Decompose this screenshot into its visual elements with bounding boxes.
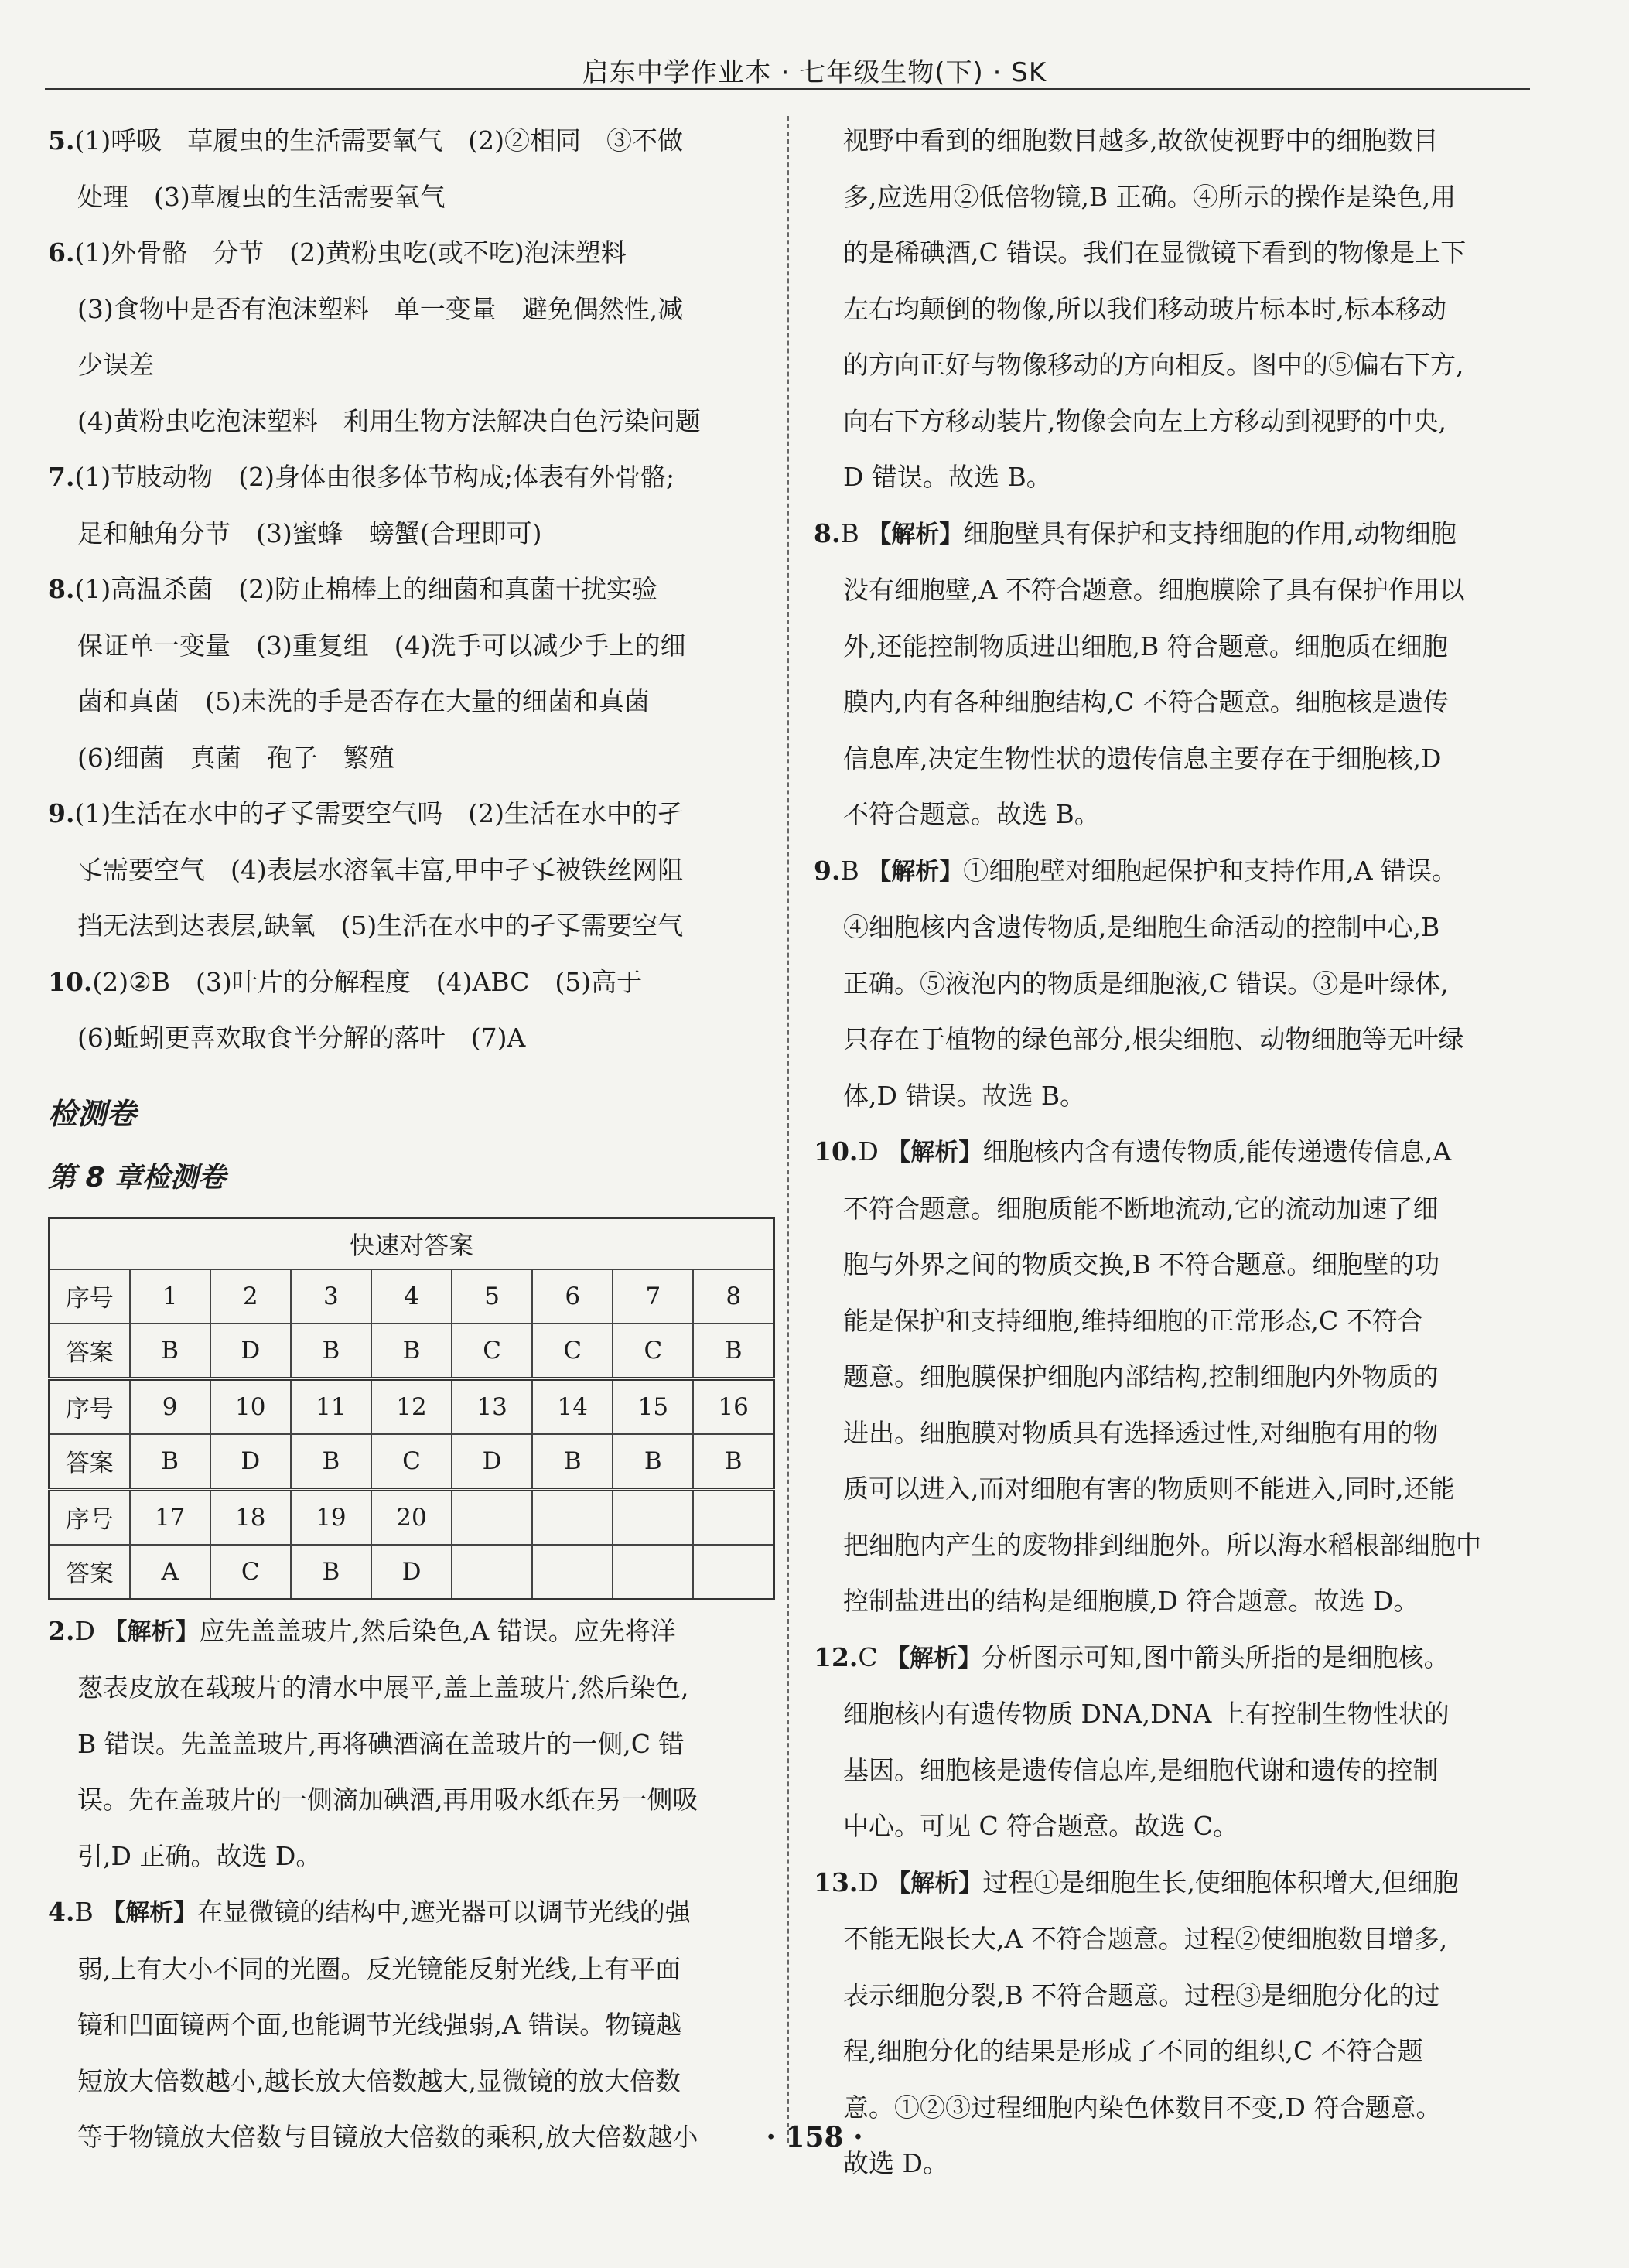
item-number: 13. [814,1867,859,1897]
analysis-tag: 【解析】 [867,520,964,548]
question-number-cell: 8 [693,1269,774,1324]
analysis-tag: 【解析】 [103,1617,200,1646]
answer-cell: C [210,1545,291,1600]
answer-cell: B [532,1434,613,1490]
answer-text: (1)高温杀菌 (2)防止棉棒上的细菌和真菌干扰实验 [74,574,657,604]
explanation-item [814,506,1533,843]
answer-line: 孓需要空气 (4)表层水溶氧丰富,甲中孑孓被铁丝网阻 [77,854,684,885]
explanation-item [814,1630,1533,1855]
answer-cell [452,1545,532,1600]
answer-item [48,225,775,449]
explanation-line: 信息库,决定生物性状的遗传信息主要存在于细胞核,D [843,743,1442,774]
right-column [814,113,1533,2192]
item-number: 5. [48,125,75,155]
explanation-line: D 错误。故选 B。 [843,462,1052,492]
analysis-tag: 【解析】 [886,1139,983,1166]
explanation-first-line [814,506,1533,563]
explanation-line: 向右下方移动装片,物像会向左上方移动到视野的中央, [843,405,1446,436]
question-number-cell: 18 [210,1489,291,1545]
explanation-line: 体,D 错误。故选 B。 [843,1080,1086,1111]
answer-line: (3)食物中是否有泡沫塑料 单一变量 避免偶然性,减 [77,293,684,324]
answer-cell: D [371,1545,452,1600]
answer-letter: B [840,855,859,886]
answer-text: (2)②B (3)叶片的分解程度 (4)ABC (5)高于 [92,966,643,997]
answer-item [48,449,775,562]
item-number: 8. [48,574,75,604]
answer-text: (1)节肢动物 (2)身体由很多体节构成;体表有外骨骼; [74,462,675,492]
answer-letter: B [74,1897,94,1927]
question-number-cell [532,1489,613,1545]
answer-cell: A [130,1545,210,1600]
answer-text: (1)呼吸 草履虫的生活需要氧气 (2)②相同 ③不做 [74,125,683,155]
answer-cell: D [210,1434,291,1490]
answer-cell: B [693,1324,774,1379]
left-explanations [48,1604,775,2166]
answer-cell: B [693,1434,774,1490]
page-header-title: 启东中学作业本 · 七年级生物(下) · SK [582,57,1047,88]
answer-letter: D [858,1136,879,1166]
question-number-cell: 11 [291,1378,371,1434]
row-label-answer: 答案 [50,1545,130,1600]
question-number-cell: 2 [210,1269,291,1324]
row-label-number: 序号 [50,1269,130,1324]
row-label-answer: 答案 [50,1324,130,1379]
explanation-text: 过程①是细胞生长,使细胞体积增大,但细胞 [982,1867,1459,1897]
explanation-line: 弱,上有大小不同的光圈。反光镜能反射光线,上有平面 [77,1953,681,1984]
answer-item [48,786,775,955]
explanation-line: 多,应选用②低倍物镜,B 正确。④所示的操作是染色,用 [843,181,1457,212]
explanation-first-line [814,1124,1533,1181]
answer-line [48,562,775,618]
answer-letter: D [858,1867,879,1897]
item-number: 12. [814,1641,859,1672]
answer-line: 处理 (3)草履虫的生活需要氧气 [77,181,446,212]
explanation-line: 进出。细胞膜对物质具有选择透过性,对细胞有用的物 [843,1417,1439,1448]
table-row [50,1489,774,1545]
item-number: 6. [48,237,75,268]
explanation-line: 镜和凹面镜两个面,也能调节光线强弱,A 错误。物镜越 [77,2010,682,2040]
question-number-cell [452,1489,532,1545]
question-number-cell: 7 [613,1269,693,1324]
explanation-line: B 错误。先盖盖玻片,再将碘酒滴在盖玻片的一侧,C 错 [77,1728,685,1759]
explanation-line: 正确。⑤液泡内的物质是细胞液,C 错误。③是叶绿体, [843,968,1449,999]
answer-cell [532,1545,613,1600]
explanation-item [814,1124,1533,1630]
question-number-cell: 12 [371,1378,452,1434]
right-explanations [814,506,1533,2192]
answer-cell: B [291,1545,371,1600]
table-caption: 快速对答案 [50,1218,774,1269]
answer-line [48,113,775,169]
item-number: 2. [48,1615,75,1646]
analysis-tag: 【解析】 [886,1869,983,1897]
explanation-line: 短放大倍数越小,越长放大倍数越大,显微镜的放大倍数 [77,2065,681,2096]
table-row [50,1545,774,1600]
question-number-cell: 15 [613,1378,693,1434]
answer-cell [693,1545,774,1600]
answer-cell: C [613,1324,693,1379]
answer-items [48,113,775,1067]
quick-answer-table [48,1217,775,1600]
explanation-line: 中心。可见 C 符合题意。故选 C。 [843,1811,1238,1841]
answer-cell: B [613,1434,693,1490]
explanation-line: 的方向正好与物像移动的方向相反。图中的⑤偏右下方, [843,350,1464,380]
question-number-cell: 13 [452,1378,532,1434]
answer-cell [613,1545,693,1600]
explanation-text: 细胞壁具有保护和支持细胞的作用,动物细胞 [963,517,1457,548]
answer-cell: B [291,1324,371,1379]
explanation-line: 只存在于植物的绿色部分,根尖细胞、动物细胞等无叶绿 [843,1024,1464,1054]
answer-cell: C [532,1324,613,1379]
explanation-text: 在显微镜的结构中,遮光器可以调节光线的强 [197,1897,691,1927]
answer-cell: D [452,1434,532,1490]
item-number: 8. [814,517,841,548]
answer-cell: B [371,1324,452,1379]
question-number-cell [613,1489,693,1545]
explanation-line: 细胞核内有遗传物质 DNA,DNA 上有控制生物性状的 [843,1699,1450,1729]
item-number: 7. [48,462,75,492]
item-number: 10. [48,966,93,997]
explanation-line: 控制盐进出的结构是细胞膜,D 符合题意。故选 D。 [843,1586,1419,1616]
answer-cell: D [210,1324,291,1379]
explanation-line: 把细胞内产生的废物排到细胞外。所以海水稻根部细胞中 [843,1529,1481,1560]
explanation-line: 不能无限长大,A 不符合题意。过程②使细胞数目增多, [843,1924,1448,1954]
answer-line [48,786,775,842]
answer-cell: B [130,1434,210,1490]
question-number-cell: 3 [291,1269,371,1324]
analysis-tag: 【解析】 [886,1644,982,1672]
answer-line: 挡无法到达表层,缺氧 (5)生活在水中的孑孓需要空气 [77,910,684,941]
answer-text: (1)外骨骼 分节 (2)黄粉虫吃(或不吃)泡沫塑料 [74,237,627,268]
question-number-cell: 5 [452,1269,532,1324]
explanation-line: 左右均颠倒的物像,所以我们移动玻片标本时,标本移动 [843,293,1446,324]
table-row [50,1378,774,1434]
answer-line [48,449,775,506]
page-number: · 158 · [766,2121,863,2154]
row-label-number: 序号 [50,1378,130,1434]
explanation-first-line [814,1855,1533,1912]
explanation-line: 质可以进入,而对细胞有害的物质则不能进入,同时,还能 [843,1474,1455,1504]
answer-line: (6)细菌 真菌 孢子 繁殖 [77,742,394,773]
explanation-line: 能是保护和支持细胞,维持细胞的正常形态,C 不符合 [843,1305,1423,1336]
explanation-line: 外,还能控制物质进出细胞,B 符合题意。细胞质在细胞 [843,630,1448,661]
explanation-line: 葱表皮放在载玻片的清水中展平,盖上盖玻片,然后染色, [77,1672,689,1703]
question-number-cell: 14 [532,1378,613,1434]
explanation-text: 分析图示可知,图中箭头所指的是细胞核。 [982,1641,1450,1672]
question-number-cell: 6 [532,1269,613,1324]
answer-letter: B [840,517,859,548]
answer-line [48,955,775,1011]
explanation-line: 误。先在盖玻片的一侧滴加碘酒,再用吸水纸在另一侧吸 [77,1785,698,1815]
explanation-line: 表示细胞分裂,B 不符合题意。过程③是细胞分化的过 [843,1979,1440,2010]
row-label-answer: 答案 [50,1434,130,1490]
header-rule [45,88,1530,90]
answer-letter: D [74,1615,95,1646]
explanation-text: ①细胞壁对细胞起保护和支持作用,A 错误。 [963,855,1458,886]
explanation-line: 不符合题意。细胞质能不断地流动,它的流动加速了细 [843,1193,1439,1224]
answer-item [48,113,775,225]
explanation-first-line [814,1630,1533,1687]
question-number-cell [693,1489,774,1545]
explanation-line: 视野中看到的细胞数目越多,故欲使视野中的细胞数目 [843,125,1439,155]
question-number-cell: 9 [130,1378,210,1434]
answer-item [48,955,775,1067]
item-number: 9. [814,855,841,886]
answer-cell: B [130,1324,210,1379]
answer-letter: C [858,1641,878,1672]
item-number: 4. [48,1897,75,1927]
explanation-first-line [48,1884,775,1942]
explanation-line: 意。①②③过程细胞内染色体数目不变,D 符合题意。 [843,2092,1442,2123]
answer-line: 菌和真菌 (5)未洗的手是否存在大量的细菌和真菌 [77,686,650,716]
question-number-cell: 16 [693,1378,774,1434]
chapter-title: 第 8 章检测卷 [48,1161,227,1194]
table-row [50,1434,774,1490]
left-column [48,113,775,2166]
column-divider [787,116,789,2143]
question-number-cell: 10 [210,1378,291,1434]
explanation-line: 的是稀碘酒,C 错误。我们在显微镜下看到的物像是上下 [843,237,1467,268]
explanation-line: 程,细胞分化的结果是形成了不同的组织,C 不符合题 [843,2036,1423,2066]
explanation-line: 引,D 正确。故选 D。 [77,1840,322,1871]
question-number-cell: 20 [371,1489,452,1545]
answer-line: 少误差 [77,350,154,380]
item-number: 9. [48,798,75,828]
explanation-first-line [48,1604,775,1661]
answer-cell: C [371,1434,452,1490]
explanation-text: 应先盖盖玻片,然后染色,A 错误。应先将洋 [199,1615,676,1646]
explanation-line: ④细胞核内含遗传物质,是细胞生命活动的控制中心,B [843,912,1440,942]
explanation-line: 等于物镜放大倍数与目镜放大倍数的乘积,放大倍数越小 [77,2122,698,2152]
answer-cell: C [452,1324,532,1379]
explanation-line: 不符合题意。故选 B。 [843,799,1100,829]
row-label-number: 序号 [50,1489,130,1545]
answer-cell: B [291,1434,371,1490]
explanation-line: 胞与外界之间的物质交换,B 不符合题意。细胞壁的功 [843,1249,1440,1279]
explanation-line: 没有细胞壁,A 不符合题意。细胞膜除了具有保护作用以 [843,575,1465,605]
answer-item [48,562,775,786]
table-row [50,1269,774,1324]
continued-explanation [814,113,1533,506]
explanation-item [814,843,1533,1125]
explanation-line: 膜内,内有各种细胞结构,C 不符合题意。细胞核是遗传 [843,687,1449,717]
table-row [50,1324,774,1379]
explanation-line: 故选 D。 [843,2148,948,2178]
question-number-cell: 17 [130,1489,210,1545]
explanation-line: 题意。细胞膜保护细胞内部结构,控制细胞内外物质的 [843,1361,1439,1392]
question-number-cell: 19 [291,1489,371,1545]
analysis-tag: 【解析】 [867,857,964,886]
answer-text: (1)生活在水中的孑孓需要空气吗 (2)生活在水中的孑 [74,798,683,828]
answer-line: 保证单一变量 (3)重复组 (4)洗手可以减少手上的细 [77,630,686,661]
answer-line [48,225,775,282]
explanation-item [48,1604,775,1885]
section-title: 检测卷 [48,1096,137,1131]
explanation-line: 基因。细胞核是遗传信息库,是细胞代谢和遗传的控制 [843,1754,1439,1785]
answer-line: (4)黄粉虫吃泡沫塑料 利用生物方法解决白色污染问题 [77,405,701,436]
question-number-cell: 4 [371,1269,452,1324]
explanation-text: 细胞核内含有遗传物质,能传递遗传信息,A [982,1136,1452,1166]
question-number-cell: 1 [130,1269,210,1324]
answer-line: 足和触角分节 (3)蜜蜂 螃蟹(合理即可) [77,517,542,548]
answer-line: (6)蚯蚓更喜欢取食半分解的落叶 (7)A [77,1023,526,1053]
analysis-tag: 【解析】 [101,1899,198,1927]
item-number: 10. [814,1136,859,1166]
explanation-first-line [814,843,1533,900]
